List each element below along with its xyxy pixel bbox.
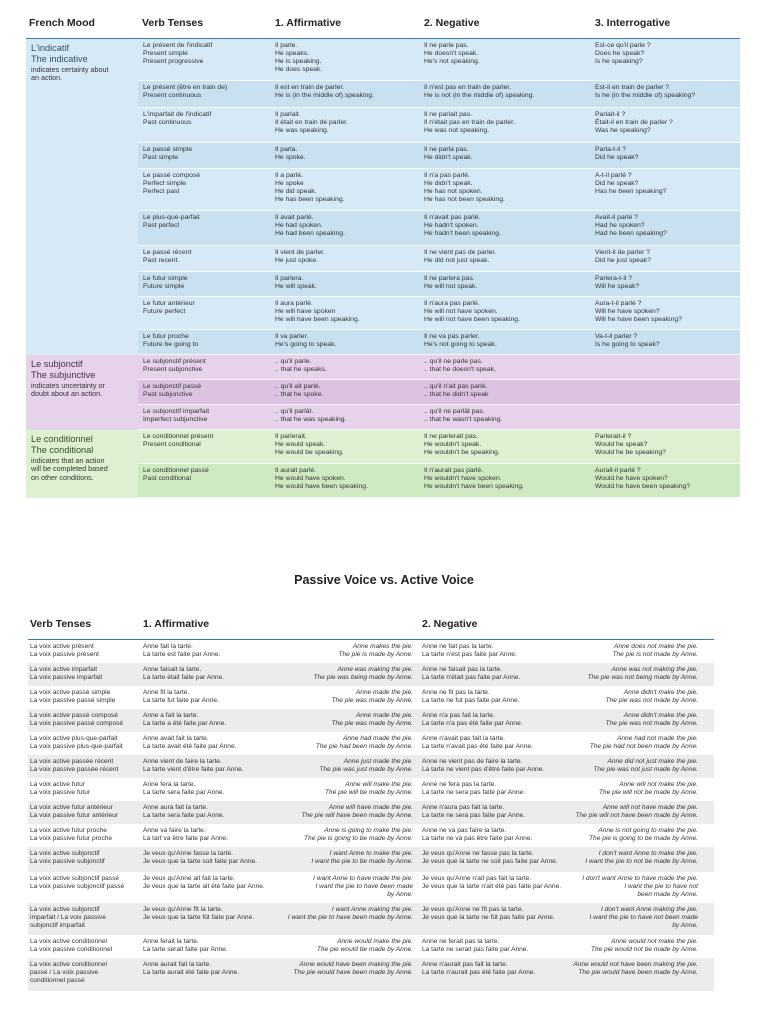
moods-table-header <box>26 8 740 39</box>
table-row <box>28 958 714 991</box>
affirmative-cell: Il parle. He speaks. He is speaking. He does speak. <box>275 42 323 74</box>
affirmative-cell: .. qu'il parle. .. that he speaks. <box>275 358 327 374</box>
affirmative-cell: .. qu'il ait parlé. .. that he spoke. <box>275 383 324 399</box>
tense-row <box>138 143 740 169</box>
tense-row <box>138 405 740 430</box>
negative-french: Anne n'avait pas fait la tarte. La tarte n'avait pas été faite par Anne. <box>422 735 533 750</box>
tense-row <box>138 211 740 246</box>
tense-name: Le futur simple Future simple <box>143 275 188 291</box>
interrogative-cell: Parlerait-il ? Would he speak? Would he be speaking? <box>595 433 666 457</box>
table-row <box>28 663 714 686</box>
negative-french: Anne n'aura pas fait la tarte. La tarte ne sera pas faite par Anne. <box>422 804 526 819</box>
affirmative-cell: Il parlera. He will speak. <box>275 275 317 291</box>
table-row <box>28 640 714 663</box>
table-row <box>28 709 714 732</box>
negative-english: I don't want Anne making the pie. I want the pie to have not been made by Anne. <box>589 906 698 929</box>
affirmative-cell: Il a parlé. He spoke He did speak. He has been speaking. <box>275 172 345 204</box>
negative-cell: Il ne parle pas. He doesn't speak. He's not speaking. <box>424 42 480 66</box>
affirmative-english: Anne made the pie. The pie was made by Anne. <box>331 689 413 704</box>
header-affirmative: 1. Affirmative <box>275 17 342 29</box>
tense-name: La voix active futur antérieur La voix passive futur antérieur <box>30 804 118 819</box>
negative-french: Anne ne vient pas de faire la tarte. La tarte ne vient pas d'être faite par Anne. <box>422 758 545 773</box>
tense-row <box>138 108 740 143</box>
table-row <box>28 755 714 778</box>
affirmative-english: Anne made the pie. The pie was made by Anne. <box>331 712 413 727</box>
passive-section-title: Passive Voice vs. Active Voice <box>294 573 474 587</box>
mood-label-cell <box>26 430 138 498</box>
negative-english: Anne didn't make the pie. The pie was not made by Anne. <box>605 712 698 727</box>
affirmative-french: Anne avait fait la tarte. La tarte avait été faite par Anne. <box>143 735 237 750</box>
affirmative-french: Anne aurait fait la tarte. La tarte aurait été faite par Anne. <box>143 961 240 976</box>
affirmative-french: Anne fait la tarte. La tarte est faite par Anne. <box>143 643 221 658</box>
negative-french: Anne ne ferait pas la tarte. La tarte ne serait pas faite par Anne. <box>422 938 529 953</box>
affirmative-english: Anne makes the pie. The pie is made by Anne. <box>338 643 413 658</box>
affirmative-french: Anne vient de faire la tarte. La tarte vient d'être faite par Anne. <box>143 758 244 773</box>
interrogative-cell: Est-ce qu'il parle ? Does he speak? Is he speaking? <box>595 42 651 66</box>
tense-name: Le conditionnel présent Present conditional <box>143 433 214 449</box>
negative-cell: Il n'avait pas parlé. He hadn't spoken. He hadn't been speaking. <box>424 214 501 238</box>
tense-name: La voix active passé composé La voix passive passé composé <box>30 712 124 727</box>
tense-name: Le présent de l'indicatif Present simple Present progressive <box>143 42 213 66</box>
header-french-mood: French Mood <box>29 17 95 29</box>
negative-cell: Il ne parla pas. He didn't speak. <box>424 146 473 162</box>
tense-name: Le présent (être en train de) Present continuous <box>143 84 228 100</box>
negative-english: Anne will not have made the pie. The pie will not have been made by Anne. <box>575 804 698 819</box>
interrogative-cell: Avait-il parlé ? Had he spoken? Had he been speaking? <box>595 214 667 238</box>
affirmative-cell: Il avait parlé. He had spoken. He had been speaking. <box>275 214 345 238</box>
mood-label-cell <box>26 355 138 430</box>
affirmative-english: I want Anne making the pie. I want the pie to have been made by Anne. <box>287 906 413 921</box>
tense-name: L'imparfait de l'indicatif Past continuous <box>143 111 212 127</box>
header-verb-tenses: Verb Tenses <box>30 618 92 630</box>
negative-cell: .. qu'il ne parlât pas. .. that he wasn't speaking. <box>424 408 503 424</box>
tense-row <box>138 380 740 405</box>
affirmative-cell: Il parlait. Il était en train de parler. He was speaking. <box>275 111 348 135</box>
negative-french: Je veux qu'Anne ne fasse pas la tarte. Je veux que la tarte ne soit pas faite par Anne. <box>422 850 558 865</box>
affirmative-english: Anne just made the pie. The pie was just made by Anne. <box>319 758 413 773</box>
negative-french: Anne ne fit pas la tarte. La tarte ne fut pas faite par Anne. <box>422 689 520 704</box>
mood-description: indicates that an action will be completed based on other conditions. <box>31 456 108 482</box>
affirmative-french: Anne fera la tarte. La tarte sera faite par Anne. <box>143 781 225 796</box>
affirmative-french: Anne fit la tarte. La tarte fut faite par Anne. <box>143 689 219 704</box>
negative-french: Anne n'a pas fait la tarte. La tarte n'a pas été faite par Anne. <box>422 712 523 727</box>
negative-english: Anne had not made the pie. The pie had not been made by Anne. <box>589 735 698 750</box>
tense-row <box>138 464 740 498</box>
negative-french: Anne ne faisait pas la tarte. La tarte n'était pas faite par Anne. <box>422 666 521 681</box>
tense-name: La voix active subjonctif imparfait / La voix passive subjonctif imparfait <box>30 906 106 929</box>
mood-group-indicative <box>26 39 740 355</box>
negative-cell: Il ne va pas parler. He's not going to speak. <box>424 333 497 349</box>
tense-name: Le conditionnel passé Past conditional <box>143 467 209 483</box>
table-row <box>28 732 714 755</box>
affirmative-english: I want Anne to make the pie. I want the pie to be made by Anne. <box>311 850 413 865</box>
interrogative-cell: Parlait-il ? Était-il en train de parler ? Was he speaking? <box>595 111 673 135</box>
tense-name: La voix active imparfait La voix passive imparfait <box>30 666 103 681</box>
affirmative-english: Anne would make the pie. The pie would be made by Anne. <box>316 938 413 953</box>
mood-group-conditional <box>26 430 740 498</box>
tense-name: Le futur antérieur Future perfect <box>143 300 195 316</box>
tense-name: La voix active présent La voix passive présent <box>30 643 99 658</box>
interrogative-cell: Vient-il de parler ? Did he just speak? <box>595 249 651 265</box>
negative-english: Anne did not just make the pie. The pie was not just made by Anne. <box>593 758 698 773</box>
table-row <box>28 847 714 872</box>
tense-row <box>138 330 740 355</box>
affirmative-cell: .. qu'il parlât. .. that he was speaking. <box>275 408 347 424</box>
affirmative-english: Anne had made the pie. The pie had been made by Anne. <box>315 735 413 750</box>
passive-table-body <box>28 640 714 991</box>
tense-name: La voix active conditionnel passé / La voix passive conditionnel passé <box>30 961 107 984</box>
negative-cell: Il ne parlerait pas. He wouldn't speak. He wouldn't be speaking. <box>424 433 500 457</box>
negative-english: Anne does not make the pie. The pie is not made by Anne. <box>612 643 698 658</box>
affirmative-cell: Il parlerait. He would speak. He would be speaking. <box>275 433 344 457</box>
affirmative-french: Je veux qu'Anne ait fait la tarte. Je veux que la tarte ait été faite par Anne. <box>143 875 265 890</box>
negative-french: Anne ne fait pas la tarte. La tarte n'est pas faite par Anne. <box>422 643 517 658</box>
tense-name: La voix active plus-que-parfait La voix passive plus-que-parfait <box>30 735 123 750</box>
tense-name: La voix active futur La voix passive futur <box>30 781 91 796</box>
affirmative-english: Anne will have made the pie. The pie will have been made by Anne. <box>301 804 413 819</box>
affirmative-french: Je veux qu'Anne fît la tarte. Je veux que la tarte fût faite par Anne. <box>143 906 255 921</box>
tense-row <box>138 355 740 380</box>
affirmative-cell: Il aurait parlé. He would have spoken. He would have been speaking. <box>275 467 368 491</box>
negative-cell: Il n'est pas en train de parler. He is not (in the middle of) speaking. <box>424 84 535 100</box>
mood-description: indicates certainty about an action. <box>31 65 109 83</box>
negative-cell: .. qu'il n'ait pas parlé. .. that he didn't speak <box>424 383 489 399</box>
tense-row <box>138 81 740 108</box>
tense-name: Le passé composé Perfect simple Perfect past <box>143 172 201 196</box>
tense-row <box>138 297 740 330</box>
tense-row <box>138 430 740 464</box>
affirmative-french: Anne faisait la tarte. La tarte était faite par Anne. <box>143 666 225 681</box>
mood-group-subjunctive <box>26 355 740 430</box>
tense-name: La voix active subjonctif passé La voix passive subjonctif passé <box>30 875 125 890</box>
affirmative-english: Anne was making the pie. The pie was being made by Anne. <box>313 666 413 681</box>
interrogative-cell: Va-t-il parler ? Is he going to speak? <box>595 333 660 349</box>
mood-label-cell <box>26 39 138 355</box>
tense-name: Le subjonctif passé Past subjunctive <box>143 383 202 399</box>
header-interrogative: 3. Interrogative <box>595 17 671 29</box>
interrogative-cell: Parla-t-il ? Did he speak? <box>595 146 639 162</box>
interrogative-cell: A-t-il parlé ? Did he speak? Has he been speaking? <box>595 172 667 196</box>
tense-row <box>138 39 740 81</box>
tense-row <box>138 246 740 272</box>
negative-french: Je veux qu'Anne ne fît pas la tarte. Je veux que la tarte ne fût pas faite par Anne. <box>422 906 555 921</box>
tense-row <box>138 272 740 297</box>
mood-title: L'indicatif The indicative <box>31 43 88 64</box>
tense-row <box>138 169 740 211</box>
table-row <box>28 686 714 709</box>
interrogative-cell: Aura-t-il parlé ? Will he have spoken? Will he have been speaking? <box>595 300 682 324</box>
affirmative-french: Anne aura fait la tarte. La tarte sera faite par Anne. <box>143 804 225 819</box>
header-affirmative: 1. Affirmative <box>143 618 210 630</box>
header-verb-tenses: Verb Tenses <box>142 17 204 29</box>
table-row <box>28 778 714 801</box>
table-row <box>28 824 714 847</box>
tense-name: La voix active passé simple La voix passive passé simple <box>30 689 116 704</box>
affirmative-cell: Il parla. He spoke. <box>275 146 306 162</box>
negative-cell: Il ne parlait pas. Il n'était pas en train de parler. He was not speaking. <box>424 111 515 135</box>
passive-table-header <box>28 612 714 640</box>
header-negative: 2. Negative <box>424 17 480 29</box>
mood-title: Le subjonctif The subjunctive <box>31 359 96 380</box>
negative-cell: Il n'a pas parlé. He didn't speak. He has not spoken. He has not been speaking. <box>424 172 505 204</box>
negative-french: Anne ne fera pas la tarte. La tarte ne sera pas faite par Anne. <box>422 781 526 796</box>
interrogative-cell: Parlera-t-il ? Will he speak? <box>595 275 640 291</box>
negative-english: Anne would not have been making the pie. The pie would have been made by Anne. <box>573 961 698 976</box>
mood-title: Le conditionnel The conditional <box>31 434 94 455</box>
table-row <box>28 935 714 958</box>
negative-english: Anne is not going to make the pie. The pie is going to be made by Anne. <box>589 827 698 842</box>
tense-name: La voix active passée récent La voix passive passée récent <box>30 758 119 773</box>
affirmative-cell: Il va parler. He's going to speak. <box>275 333 337 349</box>
negative-cell: Il ne parlera pas. He will not speak. <box>424 275 478 291</box>
header-negative: 2. Negative <box>422 618 478 630</box>
interrogative-cell: Est-il en train de parler ? Is he (in the middle of) speaking? <box>595 84 696 100</box>
negative-french: Anne ne va pas faire la tarte. La tarte ne va pas être faite par Anne. <box>422 827 533 842</box>
affirmative-english: I want Anne to have made the pie. I want the pie to have been made by Anne. <box>313 875 413 898</box>
tense-name: Le passé simple Past simple <box>143 146 193 162</box>
table-row <box>28 903 714 935</box>
affirmative-french: Je veux qu'Anne fasse la tarte. Je veux que la tarte soit faite par Anne. <box>143 850 257 865</box>
tense-name: Le subjonctif imparfait Imperfect subjunctive <box>143 408 210 424</box>
affirmative-english: Anne will make the pie. The pie will be made by Anne. <box>324 781 413 796</box>
negative-cell: Il ne vient pas de parler. He did not just speak. <box>424 249 497 265</box>
negative-french: Je veux qu'Anne n'ait pas fait la tarte. Je veux que la tarte n'ait été pas faite par Anne. <box>422 875 562 890</box>
mood-description: indicates uncertainty or doubt about an action. <box>31 381 105 399</box>
affirmative-cell: Il est en train de parler. He is (in the middle of) speaking. <box>275 84 374 100</box>
negative-cell: Il n'aura pas parlé. He will not have spoken. He will not have been speaking. <box>424 300 520 324</box>
negative-english: Anne was not making the pie. The pie was not being made by Anne. <box>587 666 698 681</box>
tense-name: Le passé récent Past recent. <box>143 249 192 265</box>
affirmative-cell: Il aura parlé. He will have spoken He will have been speaking. <box>275 300 360 324</box>
table-row <box>28 801 714 824</box>
affirmative-english: Anne is going to make the pie. The pie is going to be made by Anne. <box>304 827 413 842</box>
negative-english: I don't want Anne to have made the pie. I want the pie to have not been made by Anne. <box>582 875 698 898</box>
tense-name: La voix active subjonctif La voix passive subjonctif <box>30 850 105 865</box>
tense-name: La voix active conditionnel La voix passive conditionnel <box>30 938 113 953</box>
negative-cell: Il n'aurait pas parlé. He wouldn't have spoken. He wouldn't have been speaking. <box>424 467 524 491</box>
negative-english: Anne will not make the pie. The pie will not be made by Anne. <box>598 781 698 796</box>
affirmative-french: Anne va faire la tarte. La tart va être faite par Anne. <box>143 827 229 842</box>
negative-english: Anne didn't make the pie. The pie was not made by Anne. <box>605 689 698 704</box>
affirmative-english: Anne would have been making the pie. The pie would have been made by Anne. <box>293 961 413 976</box>
negative-english: Anne would not make the pie. The pie would not be made by Anne. <box>590 938 698 953</box>
tense-name: Le plus-que-parfait Past perfect <box>143 214 200 230</box>
negative-english: I don't want Anne to make the pie. I want the pie to not be made by Anne. <box>585 850 698 865</box>
french-moods-table <box>26 8 740 498</box>
affirmative-french: Anne ferait la tarte. La tarte serait faite par Anne. <box>143 938 228 953</box>
negative-cell: .. qu'il ne parle pas. .. that he doesn't speak. <box>424 358 496 374</box>
passive-voice-table <box>28 612 714 991</box>
table-row <box>28 872 714 903</box>
tense-name: Le futur proche Future be going to <box>143 333 199 349</box>
interrogative-cell: Aurait-il parlé ? Would he have spoken? Would he have been speaking? <box>595 467 691 491</box>
tense-name: La voix active futur proche La voix passive futur proche <box>30 827 113 842</box>
affirmative-cell: Il vient de parler. He just spoke. <box>275 249 325 265</box>
affirmative-french: Anne a fait la tarte. La tarte a été faite par Anne. <box>143 712 227 727</box>
negative-french: Anne n'aurait pas fait la tarte. La tarte n'aurait pas été faite par Anne. <box>422 961 536 976</box>
tense-name: Le subjonctif présent Present subjonctive <box>143 358 206 374</box>
